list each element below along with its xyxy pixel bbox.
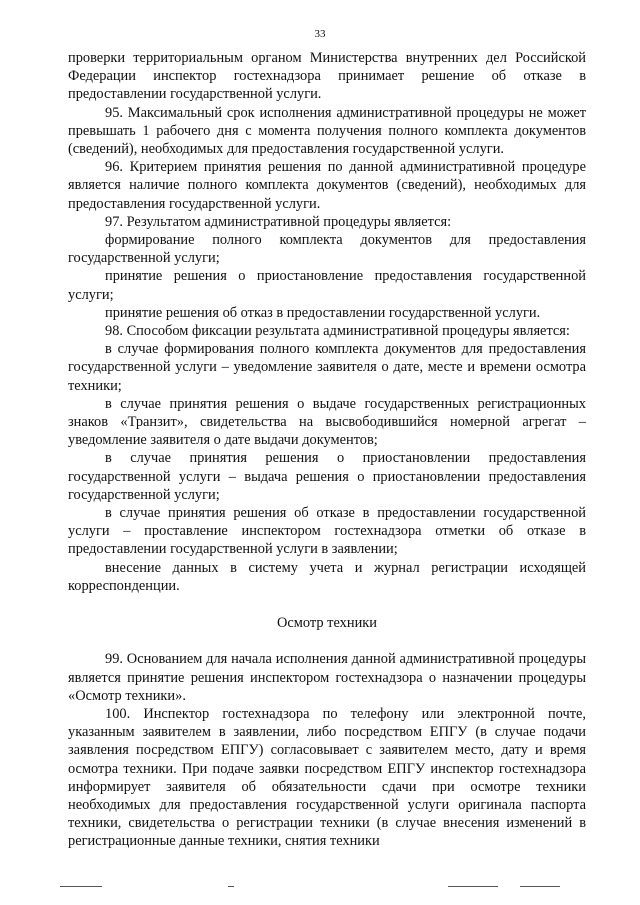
page-number: 33 (314, 28, 326, 40)
paragraph-98-item-3: в случае принятия решения о приостановлении предоставления государственной услуги – выдача решения о приостановлении предоставления государственной услуги; (68, 450, 586, 503)
paragraph-98-item-4: в случае принятия решения об отказе в предоставлении государственной услуги – проставление инспектором гостехнадзора отметки об отказе в предоставлении государственной услуги в заявлении; (68, 505, 586, 558)
paragraph-96: 96. Критерием принятия решения по данной административной процедуре является наличие полного комплекта документов (сведений), необходимых для предоставления государственной услуги. (68, 159, 586, 212)
footer-rule-far-right (520, 886, 560, 887)
footer-rule-right (448, 886, 498, 887)
footer-rule-center (228, 886, 234, 887)
section-heading: Осмотр техники (277, 615, 377, 632)
paragraph-97-item-2: принятие решения о приостановление предоставления государственной услуги; (68, 268, 586, 303)
paragraph-99: 99. Основанием для начала исполнения данной административной процедуры является принятие решения инспектором гостехнадзора о назначении процедуры «Осмотр техники». (68, 651, 586, 704)
paragraph-continuation: проверки территориальным органом Министерства внутренних дел Российской Федерации инспектор гостехнадзора принимает решение об отказе в предоставлении государственной услуги. (68, 50, 586, 103)
paragraph-98-item-2: в случае принятия решения о выдаче государственных регистрационных знаков «Транзит», свидетельства на высвободившийся номерной агрегат – уведомление заявителя о дате выдачи документов; (68, 395, 586, 449)
paragraph-95: 95. Максимальный срок исполнения административной процедуры не может превышать 1 рабочего дня с момента получения полного комплекта документов (сведений), необходимых для предоставления государственной услуги. (68, 104, 586, 158)
paragraph-98-item-5: внесение данных в систему учета и журнал регистрации исходящей корреспонденции. (68, 559, 586, 594)
paragraph-100: 100. Инспектор гостехнадзора по телефону или электронной почте, указанным заявителем в заявлении, либо посредством ЕПГУ (в случае подачи заявления посредством ЕПГУ) согласовывает с заявителем место, дату и время осмотра техники. При подаче заявки посредством ЕПГУ инспектор гостехнадзора информирует заявителя об обязательности сдачи при осмотре техники необходимых для предоставления государственной услуги оригинала паспорта техники, свидетельства о регистрации техники (в случае внесения изменений в регистрационные данные техники, снятия техники (68, 705, 586, 850)
paragraph-97-item-3: принятие решения об отказ в предоставлении государственной услуги. (105, 304, 541, 321)
paragraph-98: 98. Способом фиксации результата административной процедуры является: (105, 323, 570, 340)
paragraph-98-item-1: в случае формирования полного комплекта документов для предоставления государственной услуги – уведомление заявителя о дате, месте и времени осмотра техники; (68, 341, 586, 394)
paragraph-97: 97. Результатом административной процедуры является: (105, 213, 452, 230)
footer-rule-left (60, 886, 102, 887)
paragraph-97-item-1: формирование полного комплекта документов для предоставления государственной услуги; (68, 232, 586, 267)
document-body (68, 49, 586, 851)
